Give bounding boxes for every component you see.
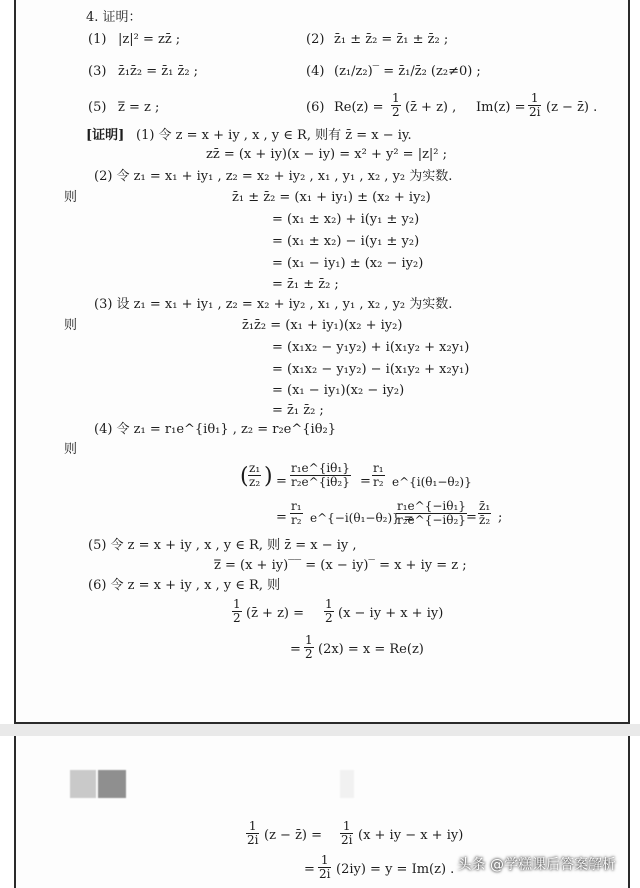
- blurred-mark: [340, 770, 354, 798]
- pg2-l1-right: (x + iy − x + iy): [358, 828, 464, 843]
- p6a-left: (z̄ + z) =: [246, 606, 305, 621]
- page-separator: [0, 724, 640, 736]
- p4b-z-fraction: $\frac{\text{z̄₁}}{\text{z̄₂}}$: [479, 499, 491, 527]
- proof-3-step-2: = (x₁x₂ − y₁y₂) + i(x₁y₂ + x₂y₁): [272, 340, 470, 355]
- proof-1-line-1: (1) 令 z = x + iy , x , y ∈ R, 则有 z̄ = x − iy.: [136, 128, 412, 143]
- proof-2-step-3: = (x₁ ± x₂) − i(y₁ ± y₂): [272, 234, 420, 249]
- blurred-logo-left: [70, 770, 96, 798]
- equals-sign: =: [290, 642, 301, 657]
- pg2-l1-fraction-1: $\frac{1}{2i}$: [247, 819, 259, 847]
- then-label-4: 则: [64, 442, 78, 457]
- item-6-re-fraction: $\frac{1}{2}$: [392, 91, 400, 119]
- proof-5-line-2: z̿ = (x + iy)‾‾ = (x − iy)‾ = x + iy = z ;: [214, 558, 467, 573]
- p6a-half-2: $\frac{1}{2}$: [325, 597, 333, 625]
- blurred-logo-right: [98, 770, 126, 798]
- then-label-2: 则: [64, 190, 78, 205]
- p4b-end: ;: [498, 510, 503, 525]
- proof-2-intro: (2) 令 z₁ = x₁ + iy₁ , z₂ = x₂ + iy₂ , x₁ , y₁ , x₂ , y₂ 为实数.: [94, 169, 453, 184]
- proof-6-intro: (6) 令 z = x + iy , x , y ∈ R, 则: [88, 578, 281, 593]
- proof-1-line-2: zz̄ = (x + iy)(x − iy) = x² + y² = |z|² ;: [206, 147, 448, 162]
- paren-close: ): [264, 464, 273, 489]
- proof-2-step-4: = (x₁ − iy₁) ± (x₂ − iy₂): [272, 256, 424, 271]
- proof-2-step-5: = z̄₁ ± z̄₂ ;: [272, 277, 339, 292]
- proof-2-step-1: z̄₁ ± z̄₂ = (x₁ + iy₁) ± (x₂ + iy₂): [232, 190, 431, 205]
- proof-3-intro: (3) 设 z₁ = x₁ + iy₁ , z₂ = x₂ + iy₂ , x₁ , y₁ , x₂ , y₂ 为实数.: [94, 297, 453, 312]
- p6b-right: (2x) = x = Re(z): [318, 642, 424, 657]
- proof-3-step-1: z̄₁z̄₂ = (x₁ + iy₁)(x₂ + iy₂): [242, 318, 403, 333]
- pg2-l2-fraction: $\frac{1}{2i}$: [319, 853, 331, 881]
- p4-exp-tail: e^{i(θ₁−θ₂)}: [392, 475, 472, 489]
- item-6-im-fraction: $\frac{1}{2i}$: [529, 91, 541, 119]
- p4-lhs-fraction: $\frac{\text{z₁}}{\text{z₂}}$: [249, 461, 261, 489]
- p4b-exp: e^{−i(θ₁−θ₂)} =: [310, 511, 414, 525]
- equals-sign: =: [466, 510, 477, 525]
- item-6-re-label: Re(z) =: [334, 100, 384, 115]
- item-1: |z|² = zz̄ ;: [118, 32, 181, 47]
- p4b-r-fraction: $\frac{\text{r₁}}{\text{r₂}}$: [291, 499, 302, 527]
- item-2: z̄₁ ± z̄₂ = z̄₁ ± z̄₂ ;: [334, 32, 449, 47]
- equals-sign: =: [304, 862, 315, 877]
- p6b-half: $\frac{1}{2}$: [305, 633, 313, 661]
- proof-4-intro: (4) 令 z₁ = r₁e^{iθ₁} , z₂ = r₂e^{iθ₂}: [94, 422, 337, 437]
- paren-open: (: [240, 464, 249, 489]
- item-6-id: (6): [306, 100, 325, 115]
- item-5: z̿ = z ;: [118, 100, 160, 115]
- pg2-l1-fraction-2: $\frac{1}{2i}$: [341, 819, 353, 847]
- p4-mid-fraction: $\frac{\text{r₁e\textasciicircum{}\{iθ₁\}}}{\text{r₂e\textasciicircum{}\{iθ₂\}}}$: [291, 461, 350, 489]
- equals-sign: =: [360, 474, 371, 489]
- item-4: (z₁/z₂)‾ = z̄₁/z̄₂ (z₂≠0) ;: [334, 64, 481, 79]
- item-2-id: (2): [306, 32, 325, 47]
- proof-3-step-3: = (x₁x₂ − y₁y₂) − i(x₁y₂ + x₂y₁): [272, 362, 470, 377]
- equals-sign: =: [276, 474, 287, 489]
- item-6-im-tail: (z − z̄) .: [546, 100, 598, 115]
- p4-r-fraction: $\frac{\text{r₁}}{\text{r₂}}$: [373, 461, 384, 489]
- equals-sign: =: [276, 510, 287, 525]
- p6a-half-1: $\frac{1}{2}$: [233, 597, 241, 625]
- item-6-im-label: Im(z) =: [476, 100, 526, 115]
- proof-3-step-5: = z̄₁ z̄₂ ;: [272, 403, 324, 418]
- item-6-re-tail: (z̄ + z) ,: [405, 100, 457, 115]
- p6a-right: (x − iy + x + iy): [338, 606, 444, 621]
- proof-3-step-4: = (x₁ − iy₁)(x₂ − iy₂): [272, 383, 405, 398]
- problem-title: 4. 证明：: [86, 10, 142, 25]
- item-3: z̄₁z̄₂ = z̄₁ z̄₂ ;: [118, 64, 199, 79]
- item-4-id: (4): [306, 64, 325, 79]
- pg2-l2-right: (2iy) = y = Im(z) .: [336, 862, 455, 877]
- item-5-id: (5): [88, 100, 107, 115]
- p4b-e-fraction: $\frac{\text{r₁e\textasciicircum{}\{−iθ₁\}}}{\text{r₂e\textasciicircum{}\{−iθ₂\}}}$: [397, 499, 466, 527]
- proof-2-step-2: = (x₁ ± x₂) + i(y₁ ± y₂): [272, 212, 420, 227]
- then-label-3: 则: [64, 318, 78, 333]
- pg2-l1-left: (z − z̄) =: [264, 828, 323, 843]
- proof-5-line-1: (5) 令 z = x + iy , x , y ∈ R, 则 z̄ = x − iy ,: [88, 538, 357, 553]
- item-1-id: (1): [88, 32, 107, 47]
- item-3-id: (3): [88, 64, 107, 79]
- proof-label: [证明]: [86, 128, 125, 143]
- watermark: 头条 @学糕课后答案解析: [457, 857, 616, 873]
